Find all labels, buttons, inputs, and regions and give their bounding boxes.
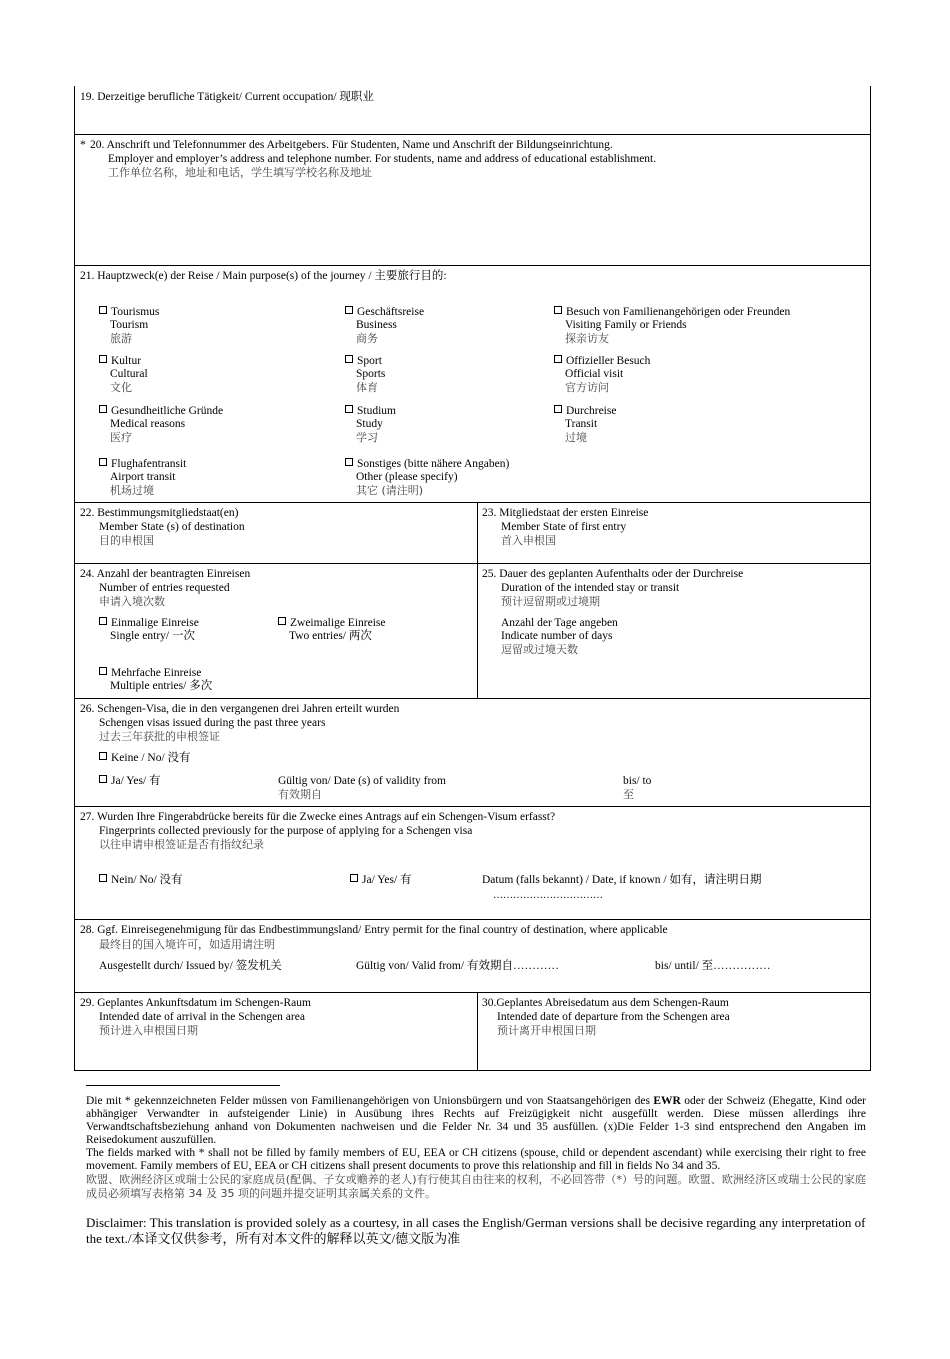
- field-30[interactable]: [478, 993, 870, 1070]
- field-20-cn: 工作单位名称，地址和电话，学生填写学校名称及地址: [108, 166, 372, 179]
- option-family-en: Visiting Family or Friends: [565, 319, 687, 331]
- field-26-de: 26. Schengen-Visa, die in den vergangenen drei Jahren erteilt wurden: [80, 703, 400, 715]
- field-29-de: 29. Geplantes Ankunftsdatum im Schengen-Raum: [80, 997, 311, 1009]
- field-30-cn: 预计离开申根国日期: [497, 1024, 596, 1037]
- field-21-label: 21. Hauptzweck(e) der Reise / Main purpose(s) of the journey / 主要旅行目的:: [80, 270, 447, 282]
- field-22[interactable]: [75, 503, 478, 563]
- field-23[interactable]: [478, 503, 870, 563]
- field-25-days-cn: 逗留或过境天数: [501, 643, 578, 656]
- checkbox-icon[interactable]: [350, 874, 358, 882]
- valid-until-label[interactable]: bis/ until/ 至……………: [655, 960, 771, 972]
- field-29[interactable]: [75, 993, 478, 1070]
- footnote-rule: [86, 1085, 280, 1086]
- option-tourism-cn: 旅游: [110, 332, 132, 345]
- validity-from-label-cn: 有效期自: [278, 788, 322, 801]
- row-29-30: [74, 993, 871, 1071]
- field-29-cn: 预计进入申根国日期: [99, 1024, 198, 1037]
- checkbox-icon[interactable]: [278, 617, 286, 625]
- option-study-cn: 学习: [356, 431, 378, 444]
- checkbox-icon[interactable]: [99, 458, 107, 466]
- field-24-en: Number of entries requested: [99, 582, 230, 594]
- field-30-en: Intended date of departure from the Schengen area: [497, 1011, 730, 1023]
- validity-to-label: bis/ to: [623, 775, 652, 787]
- checkbox-icon[interactable]: [554, 306, 562, 314]
- validity-from-label: Gültig von/ Date (s) of validity from: [278, 775, 446, 787]
- option-transit-en: Transit: [565, 418, 598, 430]
- checkbox-icon[interactable]: [99, 752, 107, 760]
- field-27-en: Fingerprints collected previously for the purpose of applying for a Schengen visa: [99, 825, 473, 837]
- field-27-de: 27. Wurden Ihre Fingerabdrücke bereits für die Zwecke eines Antrags auf ein Schengen-Visum erfasst?: [80, 811, 556, 823]
- field-25-en: Duration of the intended stay or transit: [501, 582, 680, 594]
- footnote-de: Die mit * gekennzeichneten Felder müssen von Familienangehörigen von Unionsbürgern und von Staatsangehörigen des EWR oder der Schweiz (Ehegatte, Kind oder abhängiger Verwandter in aufsteigender Linie) in Ausübung ihres Rechts auf Freizügigkeit nicht ausgefüllt werden. Diese müssen allerdings ihre Verwandtschaftsbeziehung anhand von Dokumenten nachweisen und die Felder Nr. 34 und 35 ausfüllen. (x)Die Felder 1-3 sind entsprechend den Angaben im Reisedokument auszufüllen.: [86, 1095, 866, 1146]
- option-family-cn: 探亲访友: [565, 332, 609, 345]
- field-23-cn: 首入申根国: [501, 534, 556, 547]
- field-28: [74, 920, 871, 993]
- field-28-de: 28. Ggf. Einreisegenehmigung für das Endbestimmungsland/ Entry permit for the final country of destination, where applicable: [80, 924, 668, 936]
- option-study[interactable]: Studium: [345, 405, 396, 419]
- option-single-entry-en: Single entry/ 一次: [110, 630, 195, 642]
- field-22-de: 22. Bestimmungsmitgliedstaat(en): [80, 507, 239, 519]
- checkbox-icon[interactable]: [345, 306, 353, 314]
- field-19[interactable]: [74, 86, 871, 135]
- field-26-cn: 过去三年获批的申根签证: [99, 730, 220, 743]
- option-sports-cn: 体育: [356, 381, 378, 394]
- option-multiple-entries-en: Multiple entries/ 多次: [110, 680, 213, 692]
- field-21: [74, 266, 871, 503]
- option-two-entries[interactable]: Zweimalige Einreise: [278, 617, 385, 631]
- option-cultural-cn: 文化: [110, 381, 132, 394]
- row-22-23: [74, 503, 871, 564]
- field-26: [74, 699, 871, 807]
- field-25-days-en: Indicate number of days: [501, 630, 613, 642]
- option-official-cn: 官方访问: [565, 381, 609, 394]
- option-other[interactable]: Sonstiges (bitte nähere Angaben): [345, 458, 509, 472]
- option-tourism-en: Tourism: [110, 319, 149, 331]
- fingerprint-date-input[interactable]: ……………………………: [493, 890, 603, 901]
- field-20-en: Employer and employer’s address and telephone number. For students, name and address of educational establishment.: [108, 153, 657, 165]
- fingerprint-date-label: Datum (falls bekannt) / Date, if known / 如有，请注明日期: [482, 874, 762, 886]
- option-transit[interactable]: Durchreise: [554, 405, 616, 419]
- option-medical-cn: 医疗: [110, 431, 132, 444]
- field-20-de: 20. Anschrift und Telefonnummer des Arbeitgebers. Für Studenten, Name und Anschrift der Bildungseinrichtung.: [90, 139, 613, 151]
- option-other-cn: 其它 (请注明): [356, 484, 424, 497]
- checkbox-icon[interactable]: [99, 405, 107, 413]
- field-23-de: 23. Mitgliedstaat der ersten Einreise: [482, 507, 649, 519]
- footnote-en: The fields marked with * shall not be filled by family members of EU, EEA or CH citizens (spouse, child or dependent ascendant) while exercising their right to free movement. Family members of EU, EEA or CH citizens shall present documents to prove this relationship and fill in fields No 34 and 35.: [86, 1147, 866, 1172]
- option-official-en: Official visit: [565, 368, 624, 380]
- option-sports-en: Sports: [356, 368, 386, 380]
- checkbox-icon[interactable]: [99, 874, 107, 882]
- checkbox-icon[interactable]: [99, 617, 107, 625]
- option-business-cn: 商务: [356, 332, 378, 345]
- option-yes-visas[interactable]: Ja/ Yes/ 有: [99, 775, 161, 789]
- field-26-en: Schengen visas issued during the past three years: [99, 717, 326, 729]
- checkbox-icon[interactable]: [99, 775, 107, 783]
- field-27: [74, 807, 871, 920]
- field-20-star: *: [80, 139, 86, 151]
- field-25-days-de: Anzahl der Tage angeben: [501, 617, 618, 629]
- field-22-en: Member State (s) of destination: [99, 521, 245, 533]
- option-airport-transit[interactable]: Flughafentransit: [99, 458, 186, 472]
- option-medical-en: Medical reasons: [110, 418, 186, 430]
- disclaimer: Disclaimer: This translation is provided solely as a courtesy, in all cases the English/German versions shall be decisive regarding any interpretation of the text./本译文仅供参考，所有对本文件的解释以英文/德文版为准: [86, 1215, 866, 1246]
- checkbox-icon[interactable]: [345, 458, 353, 466]
- checkbox-icon[interactable]: [99, 355, 107, 363]
- checkbox-icon[interactable]: [345, 355, 353, 363]
- option-airport-transit-cn: 机场过境: [110, 484, 154, 497]
- option-transit-cn: 过境: [565, 431, 587, 444]
- issued-by-label[interactable]: Ausgestellt durch/ Issued by/ 签发机关: [99, 960, 282, 972]
- field-30-de: 30.Geplantes Abreisedatum aus dem Schengen-Raum: [482, 997, 729, 1009]
- checkbox-icon[interactable]: [99, 667, 107, 675]
- field-25-de: 25. Dauer des geplanten Aufenthalts oder der Durchreise: [482, 568, 744, 580]
- valid-from-label[interactable]: Gültig von/ Valid from/ 有效期自…………: [356, 960, 559, 972]
- option-fingerprints-yes[interactable]: Ja/ Yes/ 有: [350, 874, 412, 888]
- option-airport-transit-en: Airport transit: [110, 471, 176, 483]
- field-19-label: 19. Derzeitige berufliche Tätigkeit/ Current occupation/ 现职业: [80, 91, 374, 103]
- option-medical[interactable]: Gesundheitliche Gründe: [99, 405, 223, 419]
- field-28-cn: 最终目的国入境许可，如适用请注明: [99, 938, 275, 951]
- option-business-en: Business: [356, 319, 397, 331]
- field-24-de: 24. Anzahl der beantragten Einreisen: [80, 568, 251, 580]
- option-business[interactable]: Geschäftsreise: [345, 306, 424, 320]
- option-cultural-en: Cultural: [110, 368, 148, 380]
- field-23-en: Member State of first entry: [501, 521, 627, 533]
- option-tourism[interactable]: Tourismus: [99, 306, 159, 320]
- option-fingerprints-no[interactable]: Nein/ No/ 没有: [99, 874, 183, 888]
- checkbox-icon[interactable]: [99, 306, 107, 314]
- checkbox-icon[interactable]: [554, 355, 562, 363]
- checkbox-icon[interactable]: [345, 405, 353, 413]
- footnotes: [86, 1085, 866, 1247]
- option-two-entries-en: Two entries/ 两次: [289, 630, 372, 642]
- field-25[interactable]: [478, 564, 870, 698]
- option-single-entry[interactable]: Einmalige Einreise: [99, 617, 199, 631]
- field-29-en: Intended date of arrival in the Schengen area: [99, 1011, 305, 1023]
- option-other-en: Other (please specify): [356, 471, 458, 483]
- validity-to-label-cn: 至: [623, 788, 634, 801]
- option-multiple-entries[interactable]: Mehrfache Einreise: [99, 667, 201, 681]
- field-22-cn: 目的申根国: [99, 534, 154, 547]
- field-27-cn: 以往申请申根签证是否有指纹纪录: [99, 838, 264, 851]
- footnote-cn: 欧盟、欧洲经济区或瑞士公民的家庭成员(配偶、子女或赡养的老人)有行使其自由往来的权利，不必回答带（*）号的问题。欧盟、欧洲经济区或瑞士公民的家庭成员必须填写表格第 34 及 35 项的问题并提交证明其亲属关系的文件。: [86, 1173, 866, 1200]
- field-20[interactable]: [74, 135, 871, 266]
- field-24-cn: 申请入境次数: [99, 595, 165, 608]
- option-no-visas[interactable]: Keine / No/ 没有: [99, 752, 191, 766]
- option-sports[interactable]: Sport: [345, 355, 382, 369]
- option-cultural[interactable]: Kultur: [99, 355, 141, 369]
- visa-form: [74, 86, 871, 1071]
- field-25-cn: 预计逗留期或过境期: [501, 595, 600, 608]
- checkbox-icon[interactable]: [554, 405, 562, 413]
- option-official[interactable]: Offizieller Besuch: [554, 355, 650, 369]
- field-24: [75, 564, 478, 698]
- row-24-25: [74, 564, 871, 699]
- option-family[interactable]: Besuch von Familienangehörigen oder Freunden: [554, 306, 790, 320]
- option-study-en: Study: [356, 418, 383, 430]
